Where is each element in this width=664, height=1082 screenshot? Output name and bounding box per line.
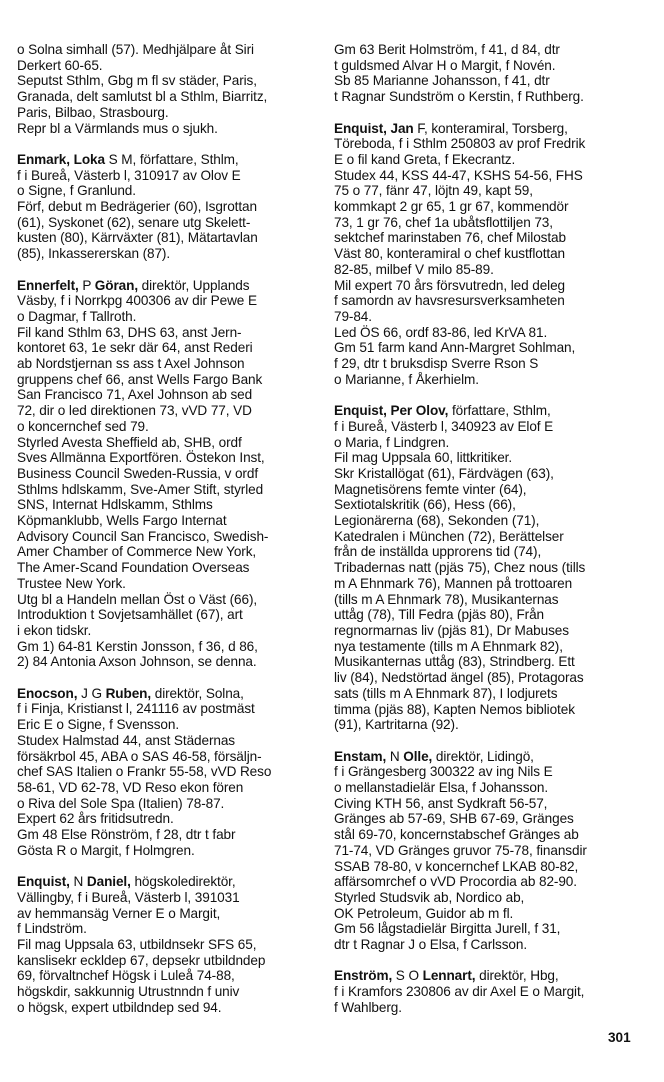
text-segment: o Solna simhall (57). Medhjälpare åt Siri	[17, 42, 254, 57]
text-segment: Vällingby, f i Bureå, Västerb l, 391031	[17, 889, 240, 905]
text-segment: direktör, Upplands	[138, 277, 250, 293]
text-line	[17, 168, 317, 184]
text-line	[17, 529, 317, 545]
text-segment: Gm 1) 64-81 Kerstin Jonsson, f 36, d 86,	[17, 638, 258, 654]
text-segment: dtr t Ragnar J o Elsa, f Carlsson.	[334, 937, 528, 953]
text-line	[334, 906, 646, 922]
text-segment: San Francisco 71, Axel Johnson ab sed	[17, 387, 253, 403]
text-line	[17, 701, 317, 717]
text-segment: chef SAS Italien o Frankr 55-58, vVD Reso	[17, 764, 272, 780]
text-segment: (91), Kartritarna (92).	[334, 717, 459, 733]
text-segment: Styrled Studsvik ab, Nordico ab,	[334, 889, 525, 905]
text-line	[17, 544, 317, 560]
text-line	[334, 230, 646, 246]
text-segment: S O	[392, 968, 423, 984]
text-line	[17, 121, 317, 137]
text-segment: av hemmansäg Verner E o Margit,	[17, 905, 221, 921]
text-line	[17, 419, 317, 435]
text-segment: Led ÖS 66, ordf 83-86, led KrVA 81.	[334, 324, 548, 340]
text-line	[17, 199, 317, 215]
text-line	[334, 309, 646, 325]
text-line	[17, 152, 317, 168]
text-segment: Civing KTH 56, anst Sydkraft 56-57,	[334, 795, 548, 811]
text-line	[17, 639, 317, 655]
text-segment: Derkert 60-65.	[17, 57, 103, 73]
text-segment: Sthlms hdlskamm, Sve-Amer Stift, styrled	[17, 481, 264, 497]
text-line	[334, 796, 646, 812]
text-segment: Fil kand Sthlm 63, DHS 63, anst Jern-	[17, 324, 242, 340]
text-segment: f i Bureå, Västerb l, 340923 av Elof E	[334, 418, 554, 434]
text-line	[17, 73, 317, 89]
text-segment: Legionärerna (68), Sekonden (71),	[334, 513, 540, 529]
entry-paragraph	[334, 749, 646, 953]
text-segment: o mellanstadielär Elsa, f Johansson.	[334, 780, 549, 795]
text-segment: Musikanternas uttåg (83), Strindberg. Ett	[334, 654, 575, 670]
text-line	[17, 953, 317, 969]
entry-name: Enquist, Per Olov,	[334, 403, 449, 419]
text-line	[17, 890, 317, 906]
text-line	[17, 764, 317, 780]
text-line	[17, 230, 317, 246]
text-line	[17, 356, 317, 372]
text-segment: o Riva del Sole Spa (Italien) 78-87.	[17, 795, 225, 811]
text-line	[334, 607, 646, 623]
text-segment: Studex 44, KSS 44-47, KSHS 54-56, FHS	[334, 167, 583, 183]
text-line	[17, 293, 317, 309]
text-line	[334, 529, 646, 545]
text-segment: o Maria, f Lindgren.	[334, 434, 450, 450]
text-line	[334, 843, 646, 859]
text-segment: (tills m A Ehnmark 78), Musikanternas	[334, 591, 559, 607]
text-line	[334, 717, 646, 733]
text-segment: f 29, dtr t bruksdisp Sverre Rson S	[334, 356, 539, 372]
text-line	[334, 152, 646, 168]
text-line	[17, 968, 317, 984]
text-line	[334, 968, 646, 984]
entry-paragraph	[17, 278, 317, 671]
text-segment: SNS, Internat Hdlskamm, Sthlms	[17, 497, 213, 513]
entry-paragraph	[17, 874, 317, 1015]
text-line	[334, 136, 646, 152]
text-line	[334, 874, 646, 890]
text-line	[334, 702, 646, 718]
text-line	[334, 466, 646, 482]
text-segment: f Wahlberg.	[334, 999, 402, 1015]
text-line	[17, 733, 317, 749]
text-line	[17, 843, 317, 859]
text-segment: 82-85, milbef V milo 85-89.	[334, 261, 494, 277]
text-line	[17, 278, 317, 294]
text-segment: f i Kramfors 230806 av dir Axel E o Margit,	[334, 984, 585, 1000]
text-line	[17, 246, 317, 262]
text-line	[334, 937, 646, 953]
text-line	[17, 513, 317, 529]
text-segment: 58-61, VD 62-78, VD Reso ekon fören	[17, 780, 244, 795]
text-segment: Seputst Sthlm, Gbg m fl sv städer, Paris,	[17, 73, 257, 89]
text-line	[334, 262, 646, 278]
text-segment: uttåg (78), Till Fedra (pjäs 80), Från	[334, 607, 545, 623]
text-segment: Introduktion t Sovjetsamhället (67), art	[17, 607, 243, 623]
text-line	[17, 906, 317, 922]
text-segment: OK Petroleum, Guidor ab m fl.	[334, 905, 514, 921]
text-line	[17, 372, 317, 388]
entry-name: Ruben,	[105, 685, 152, 701]
text-segment: (61), Syskonet (62), senare utg Skelett-	[17, 214, 251, 230]
text-line	[334, 325, 646, 341]
text-line	[17, 576, 317, 592]
text-segment: 69, förvaltnchef Högsk i Luleå 74-88,	[17, 968, 235, 984]
text-segment: Business Council Sweden-Russia, v ordf	[17, 465, 259, 481]
entry-paragraph	[334, 42, 646, 105]
text-segment: Gränges ab 57-69, SHB 67-69, Gränges	[334, 811, 574, 827]
text-line	[17, 497, 317, 513]
text-segment: N	[69, 874, 87, 890]
text-line	[334, 780, 646, 796]
text-line	[334, 686, 646, 702]
text-segment: Skr Kristallögat (61), Färdvägen (63),	[334, 465, 554, 481]
text-line	[334, 278, 646, 294]
text-segment: Styrled Avesta Sheffield ab, SHB, ordf	[17, 434, 242, 450]
text-segment: Fil mag Uppsala 63, utbildnsekr SFS 65,	[17, 937, 257, 953]
text-line	[17, 592, 317, 608]
entry-paragraph	[334, 121, 646, 388]
entry-name: Olle,	[403, 748, 433, 764]
text-segment: författare, Sthlm,	[448, 403, 551, 419]
text-line	[17, 89, 317, 105]
text-segment: (85), Inkassererskan (87).	[17, 246, 171, 262]
text-segment: E o fil kand Greta, f Ekecrantz.	[334, 151, 516, 167]
text-segment: t guldsmed Alvar H o Margit, f Novén.	[334, 57, 556, 73]
entry-name: Daniel,	[86, 874, 131, 890]
text-line	[334, 639, 646, 655]
text-segment: affärsomrchef o vVD Procordia ab 82-90.	[334, 874, 577, 890]
text-line	[17, 482, 317, 498]
text-line	[17, 717, 317, 733]
text-line	[334, 811, 646, 827]
text-segment: m A Ehnmark 76), Mannen på trottoaren	[334, 575, 573, 591]
text-line	[334, 89, 646, 105]
text-segment: f i Bureå, Västerb l, 310917 av Olov E	[17, 167, 241, 183]
text-segment: Gösta R o Margit, f Holmgren.	[17, 842, 195, 858]
text-line	[334, 984, 646, 1000]
entry-paragraph	[334, 968, 646, 1015]
text-line	[17, 921, 317, 937]
text-line	[334, 340, 646, 356]
text-line	[17, 607, 317, 623]
text-line	[17, 466, 317, 482]
text-line	[334, 827, 646, 843]
text-segment: sats (tills m A Ehnmark 87), I lodjurets	[334, 685, 558, 701]
text-line	[17, 984, 317, 1000]
text-segment: 75 o 77, fänr 47, löjtn 49, kapt 59,	[334, 183, 533, 199]
text-segment: f Lindström.	[17, 921, 87, 937]
text-line	[17, 937, 317, 953]
text-segment: i ekon tidskr.	[17, 622, 92, 638]
text-segment: o Dagmar, f Tallroth.	[17, 308, 137, 324]
text-line	[334, 560, 646, 576]
text-segment: Sves Allmänna Exportfören. Östekon Inst,	[17, 450, 265, 466]
text-segment: försäkrbol 45, ABA o SAS 46-58, försäljn-	[17, 748, 262, 764]
text-segment: Töreboda, f i Sthlm 250803 av prof Fredrik	[334, 136, 586, 152]
text-line	[334, 921, 646, 937]
text-line	[17, 811, 317, 827]
right-column	[334, 42, 646, 1031]
text-line	[334, 890, 646, 906]
text-segment: SSAB 78-80, v koncernchef LKAB 80-82,	[334, 858, 579, 874]
text-line	[334, 592, 646, 608]
text-line	[334, 246, 646, 262]
text-line	[17, 325, 317, 341]
entry-name: Enquist,	[17, 874, 70, 890]
text-segment: Eric E o Signe, f Svensson.	[17, 717, 180, 733]
text-line	[17, 387, 317, 403]
text-line	[17, 796, 317, 812]
text-segment: F, konteramiral, Torsberg,	[413, 120, 568, 136]
text-line	[17, 340, 317, 356]
text-line	[17, 623, 317, 639]
entry-name: Enmark, Loka	[17, 151, 105, 167]
text-segment: regnormarnas liv (pjäs 81), Dr Mabuses	[334, 622, 569, 638]
entry-name: Enstam,	[334, 748, 387, 764]
text-line	[334, 670, 646, 686]
text-segment: Fil mag Uppsala 60, littkritiker.	[334, 450, 513, 466]
text-segment: 79-84.	[334, 308, 372, 324]
text-line	[17, 450, 317, 466]
entry-name: Enquist, Jan	[334, 120, 414, 136]
text-line	[17, 105, 317, 121]
text-line	[17, 403, 317, 419]
entry-name: Enström,	[334, 968, 393, 984]
text-segment: 71-74, VD Gränges gruvor 75-78, finansdir	[334, 842, 587, 858]
text-segment: Köpmanklubb, Wells Fargo Internat	[17, 513, 227, 529]
text-line	[334, 168, 646, 184]
text-line	[334, 764, 646, 780]
text-line	[17, 780, 317, 796]
left-column	[17, 42, 317, 1031]
text-segment: J G	[77, 685, 106, 701]
text-line	[17, 654, 317, 670]
text-line	[17, 215, 317, 231]
text-segment: P	[78, 277, 95, 293]
text-segment: Granada, delt samlutst bl a Sthlm, Biarritz,	[17, 89, 268, 105]
text-line	[17, 686, 317, 702]
text-line	[17, 42, 317, 58]
text-segment: Mil expert 70 års försvutredn, led deleg	[334, 277, 565, 293]
text-line	[334, 183, 646, 199]
text-segment: högskoledirektör,	[130, 874, 236, 890]
text-line	[334, 435, 646, 451]
text-segment: Studex Halmstad 44, anst Städernas	[17, 732, 236, 748]
text-line	[334, 482, 646, 498]
text-segment: liv (84), Nedstörtad ängel (85), Protagoras	[334, 670, 584, 686]
text-segment: direktör, Hbg,	[475, 968, 559, 984]
entry-name: Göran,	[94, 277, 138, 293]
text-line	[334, 419, 646, 435]
text-segment: Sextiotalskritik (66), Hess (66),	[334, 497, 516, 513]
text-line	[334, 372, 646, 388]
entry-paragraph	[17, 42, 317, 136]
text-segment: högskdir, sakkunnig Utrustnndn f univ	[17, 984, 240, 1000]
text-line	[334, 576, 646, 592]
text-segment: Advisory Council San Francisco, Swedish-	[17, 528, 269, 544]
text-line	[334, 513, 646, 529]
text-line	[17, 749, 317, 765]
text-line	[334, 623, 646, 639]
text-segment: S M, författare, Sthlm,	[104, 151, 239, 167]
text-segment: 73, 1 gr 76, chef 1a ubåtsflottiljen 73,	[334, 214, 553, 230]
text-segment: kanslisekr eckldep 67, depsekr utbildndep	[17, 952, 266, 968]
text-line	[334, 199, 646, 215]
entry-paragraph	[17, 686, 317, 859]
text-line	[17, 435, 317, 451]
text-segment: direktör, Solna,	[151, 685, 244, 701]
text-segment: 72, dir o led direktionen 73, vVD 77, VD	[17, 403, 252, 419]
text-segment: Repr bl a Värmlands mus o sjukh.	[17, 120, 218, 136]
text-line	[17, 827, 317, 843]
text-line	[17, 560, 317, 576]
entry-name: Enocson,	[17, 685, 78, 701]
text-line	[334, 42, 646, 58]
text-segment: Gm 63 Berit Holmström, f 41, d 84, dtr	[334, 42, 560, 57]
text-segment: timma (pjäs 88), Kapten Nemos bibliotek	[334, 701, 575, 717]
text-segment: Magnetisörens femte vinter (64),	[334, 481, 527, 497]
text-line	[17, 1000, 317, 1016]
text-segment: ab Nordstjernan ss ass t Axel Johnson	[17, 356, 245, 372]
text-segment: 2) 84 Antonia Axson Johnson, se denna.	[17, 654, 257, 670]
text-segment: Sb 85 Marianne Johansson, f 41, dtr	[334, 73, 550, 89]
text-line	[334, 450, 646, 466]
text-line	[334, 497, 646, 513]
text-line	[334, 121, 646, 137]
text-line	[334, 544, 646, 560]
text-line	[17, 874, 317, 890]
text-segment: t Ragnar Sundström o Kerstin, f Ruthberg.	[334, 89, 584, 105]
text-segment: Gm 51 farm kand Ann-Margret Sohlman,	[334, 340, 576, 356]
entry-name: Lennart,	[422, 968, 476, 984]
text-line	[17, 309, 317, 325]
text-segment: Gm 48 Else Rönström, f 28, dtr t fabr	[17, 827, 236, 843]
text-segment: gruppens chef 66, anst Wells Fargo Bank	[17, 371, 263, 387]
text-line	[334, 73, 646, 89]
text-line	[334, 215, 646, 231]
text-segment: f i Finja, Kristianst l, 241116 av postmäst	[17, 701, 255, 717]
text-segment: stål 69-70, koncernstabschef Gränges ab	[334, 827, 579, 843]
text-segment: Amer Chamber of Commerce New York,	[17, 544, 257, 560]
text-segment: Tribadernas natt (pjäs 75), Chez nous (tills	[334, 560, 586, 576]
text-segment: Katedralen i München (72), Berättelser	[334, 528, 564, 544]
text-segment: N	[386, 748, 404, 764]
text-segment: Väsby, f i Norrkpg 400306 av dir Pewe E	[17, 293, 257, 309]
text-segment: kommkapt 2 gr 65, 1 gr 67, kommendör	[334, 199, 569, 215]
text-line	[17, 58, 317, 74]
text-segment: Trustee New York.	[17, 575, 126, 591]
text-line	[334, 1000, 646, 1016]
text-segment: kontoret 63, 1e sekr där 64, anst Rederi	[17, 340, 253, 356]
entry-paragraph	[334, 403, 646, 733]
text-line	[334, 293, 646, 309]
text-segment: nya testamente (tills m A Ehnmark 82),	[334, 638, 563, 654]
text-segment: o högsk, expert utbildndep sed 94.	[17, 999, 222, 1015]
text-segment: från de inställda upprorens tid (74),	[334, 544, 542, 560]
text-segment: f samordn av havsresursverksamheten	[334, 293, 565, 309]
text-line	[334, 403, 646, 419]
text-line	[334, 859, 646, 875]
text-segment: o koncernchef sed 79.	[17, 418, 149, 434]
text-segment: Utg bl a Handeln mellan Öst o Väst (66),	[17, 591, 258, 607]
text-segment: Paris, Bilbao, Strasbourg.	[17, 104, 169, 120]
text-segment: o Signe, f Granlund.	[17, 183, 136, 199]
text-segment: o Marianne, f Åkerhielm.	[334, 371, 479, 387]
text-segment: Expert 62 års fritidsutredn.	[17, 811, 174, 827]
text-segment: sektchef marinstaben 76, chef Milostab	[334, 230, 566, 246]
text-segment: kusten (80), Kärrväxter (81), Mätartavlan	[17, 230, 258, 246]
text-segment: f i Grängesberg 300322 av ing Nils E	[334, 764, 553, 780]
text-segment: direktör, Lidingö,	[432, 748, 534, 764]
entry-paragraph	[17, 152, 317, 262]
text-segment: Gm 56 lågstadielär Birgitta Jurell, f 31,	[334, 921, 561, 937]
text-line	[334, 654, 646, 670]
page-number: 301	[608, 1030, 631, 1045]
text-line	[334, 356, 646, 372]
text-segment: Väst 80, konteramiral o chef kustflottan	[334, 246, 565, 262]
text-line	[17, 183, 317, 199]
entry-name: Ennerfelt,	[17, 277, 79, 293]
text-line	[334, 749, 646, 765]
text-line	[334, 58, 646, 74]
text-segment: Förf, debut m Bedrägerier (60), Isgrottan	[17, 199, 257, 215]
text-segment: The Amer-Scand Foundation Overseas	[17, 560, 250, 576]
